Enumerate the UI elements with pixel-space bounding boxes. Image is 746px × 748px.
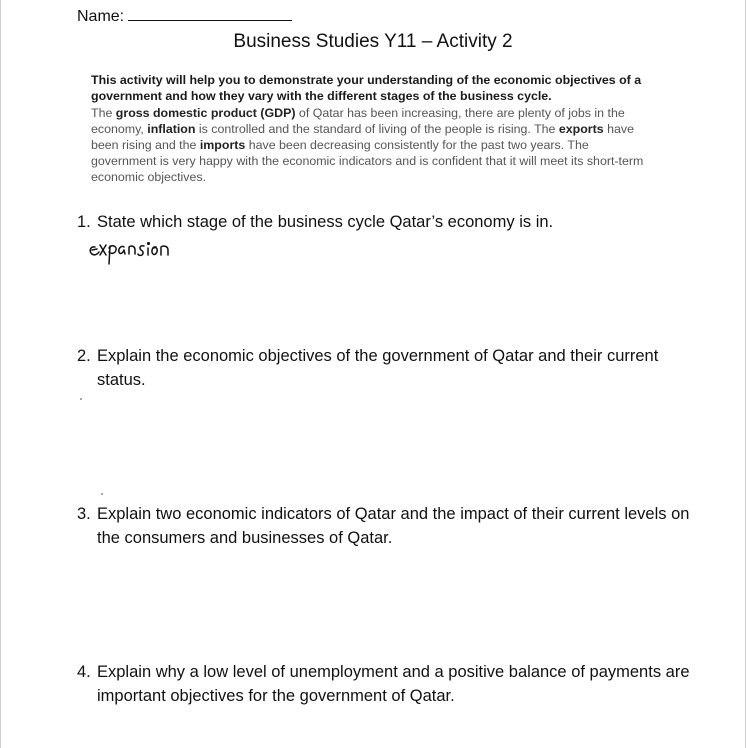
question-text: Explain two economic indicators of Qatar and the impact of their current levels on the consumers and businesses of Qatar. xyxy=(97,505,690,547)
intro-term-inflation: inflation xyxy=(147,122,196,136)
question-2 xyxy=(77,344,697,392)
question-1 xyxy=(77,210,697,234)
stray-mark xyxy=(101,493,103,495)
question-number: 1. xyxy=(77,213,91,231)
question-4 xyxy=(77,660,697,708)
intro-term-imports: imports xyxy=(199,138,246,152)
intro-text: have been decreasing consistently for the past two years. The government is very happy with the economic indicators and is confident that it will meet its short-term economic objectives. xyxy=(91,138,644,184)
page-left-edge xyxy=(0,0,1,748)
intro-box xyxy=(91,72,651,185)
question-number: 3. xyxy=(77,505,91,523)
name-field xyxy=(77,6,292,26)
question-3 xyxy=(77,502,697,550)
question-text: State which stage of the business cycle Qatar’s economy is in. xyxy=(97,213,554,231)
question-number: 4. xyxy=(77,663,91,681)
intro-text: The xyxy=(91,106,116,120)
intro-text: of Qatar has been increasing, there are plenty of jobs in the economy, xyxy=(91,106,625,136)
question-text: Explain the economic objectives of the government of Qatar and their current status. xyxy=(97,347,659,389)
question-text: Explain why a low level of unemployment and a positive balance of payments are important objectives for the government of Qatar. xyxy=(97,663,690,705)
name-label: Name: xyxy=(77,8,125,25)
handwritten-answer-q1 xyxy=(88,232,178,271)
intro-text: is controlled and the standard of living of the people is rising. The xyxy=(195,122,559,136)
stray-mark xyxy=(80,398,82,400)
intro-lead: This activity will help you to demonstrate your understanding of the economic objectives of a government and how they vary with the different stages of the business cycle. xyxy=(91,73,642,103)
page-title: Business Studies Y11 – Activity 2 xyxy=(233,31,513,52)
question-number: 2. xyxy=(77,347,91,365)
intro-term-gdp: gross domestic product (GDP) xyxy=(115,106,296,120)
intro-term-exports: exports xyxy=(558,122,604,136)
handwriting-drawing xyxy=(88,232,178,266)
intro-body xyxy=(91,105,651,185)
intro-text: have been rising and the xyxy=(91,122,634,152)
name-blank-line xyxy=(128,6,292,21)
